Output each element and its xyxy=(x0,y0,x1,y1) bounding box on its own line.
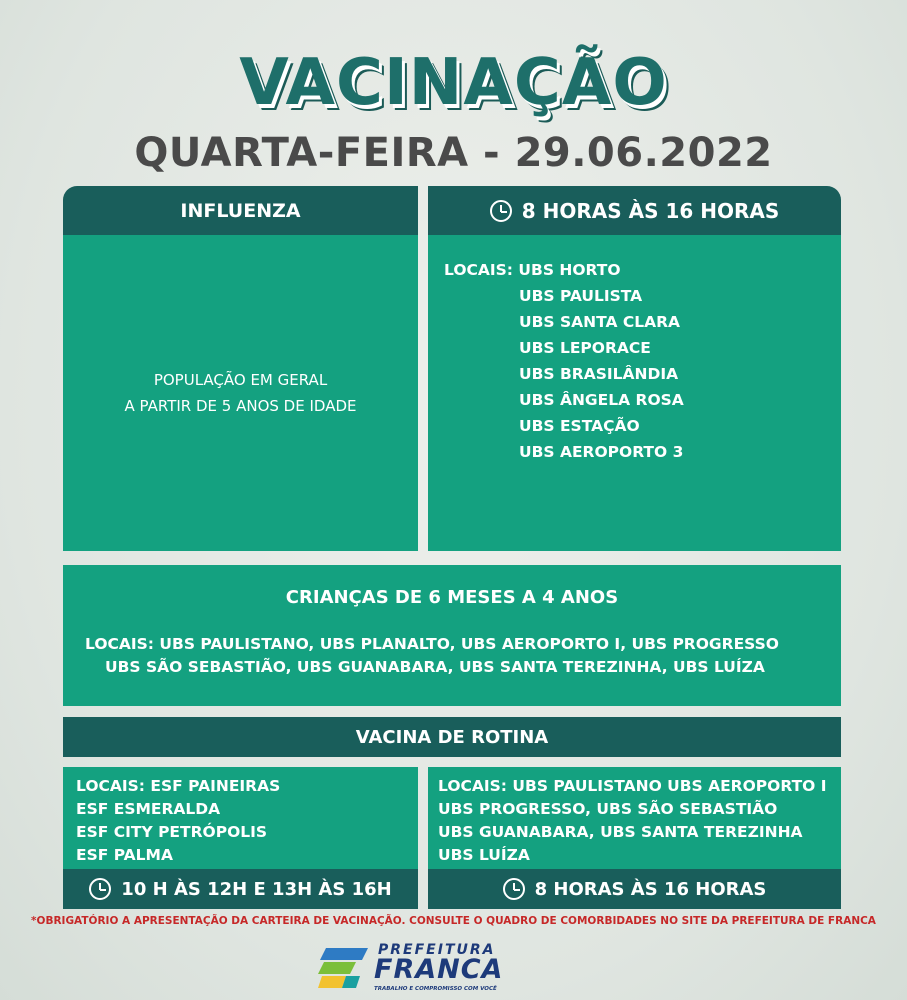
footnote: *OBRIGATÓRIO A APRESENTAÇÃO DA CARTEIRA DE VACINAÇÃO. CONSULTE O QUADRO DE COMORBIDADES NO SITE DA PREFEITURA DE FRANCA xyxy=(31,915,876,927)
influenza-schedule-header xyxy=(428,186,841,235)
audience-line-2: A PARTIR DE 5 ANOS DE IDADE xyxy=(124,397,357,415)
location-item: UBS PAULISTA xyxy=(519,287,643,305)
rotina-right-line: UBS PAULISTANO UBS AEROPORTO I xyxy=(512,777,827,795)
rotina-right-line: UBS GUANABARA, UBS SANTA TEREZINHA xyxy=(438,823,803,841)
locais-label: LOCAIS: xyxy=(438,777,508,795)
rotina-left-line: ESF PALMA xyxy=(76,846,173,864)
rotina-left-line: ESF ESMERALDA xyxy=(76,800,221,818)
rotina-right-schedule xyxy=(428,869,841,909)
rotina-right-panel xyxy=(428,767,841,869)
criancas-panel xyxy=(63,565,841,706)
page-title: VACINAÇÃO xyxy=(239,46,668,120)
rotina-left-panel xyxy=(63,767,418,869)
page-subtitle: QUARTA-FEIRA - 29.06.2022 xyxy=(134,130,773,176)
logo-main-text: FRANCA xyxy=(374,954,504,985)
influenza-locations-panel xyxy=(428,235,841,551)
rotina-left-line: ESF PAINEIRAS xyxy=(150,777,281,795)
location-item: UBS SANTA CLARA xyxy=(519,313,681,331)
influenza-audience-panel xyxy=(63,235,418,551)
influenza-schedule-text: 8 HORAS ÀS 16 HORAS xyxy=(521,198,780,223)
logo-tagline: TRABALHO E COMPROMISSO COM VOCÊ xyxy=(374,986,497,992)
rotina-left-schedule-text: 10 H ÀS 12H E 13H ÀS 16H xyxy=(121,878,392,900)
location-item: UBS ÂNGELA ROSA xyxy=(519,391,684,409)
influenza-header: INFLUENZA xyxy=(63,186,418,235)
clock-icon xyxy=(89,878,111,900)
clock-icon xyxy=(503,878,525,900)
rotina-right-line: UBS LUÍZA xyxy=(438,846,530,864)
location-item: UBS BRASILÂNDIA xyxy=(519,365,679,383)
locais-label: LOCAIS: xyxy=(76,777,146,795)
locais-label: LOCAIS: xyxy=(85,635,155,653)
rotina-right-schedule-text: 8 HORAS ÀS 16 HORAS xyxy=(534,878,767,900)
criancas-locations-line-2: UBS SÃO SEBASTIÃO, UBS GUANABARA, UBS SANTA TEREZINHA, UBS LUÍZA xyxy=(105,658,765,676)
rotina-right-line: UBS PROGRESSO, UBS SÃO SEBASTIÃO xyxy=(438,800,778,818)
locais-label: LOCAIS: xyxy=(444,261,514,279)
logo-mark-icon xyxy=(316,944,372,994)
location-item: UBS AEROPORTO 3 xyxy=(519,443,684,461)
rotina-left-schedule xyxy=(63,869,418,909)
prefeitura-franca-logo xyxy=(316,942,516,996)
clock-icon xyxy=(490,200,512,222)
criancas-title: CRIANÇAS DE 6 MESES A 4 ANOS xyxy=(285,587,619,608)
location-item: UBS ESTAÇÃO xyxy=(519,417,640,435)
rotina-left-line: ESF CITY PETRÓPOLIS xyxy=(76,823,268,841)
location-item: UBS HORTO xyxy=(518,261,621,279)
criancas-locations-line-1: UBS PAULISTANO, UBS PLANALTO, UBS AEROPORTO I, UBS PROGRESSO xyxy=(159,635,779,653)
location-item: UBS LEPORACE xyxy=(519,339,651,357)
audience-line-1: POPULAÇÃO EM GERAL xyxy=(153,371,328,389)
logo-top-text: PREFEITURA xyxy=(378,942,496,958)
rotina-header: VACINA DE ROTINA xyxy=(63,717,841,757)
